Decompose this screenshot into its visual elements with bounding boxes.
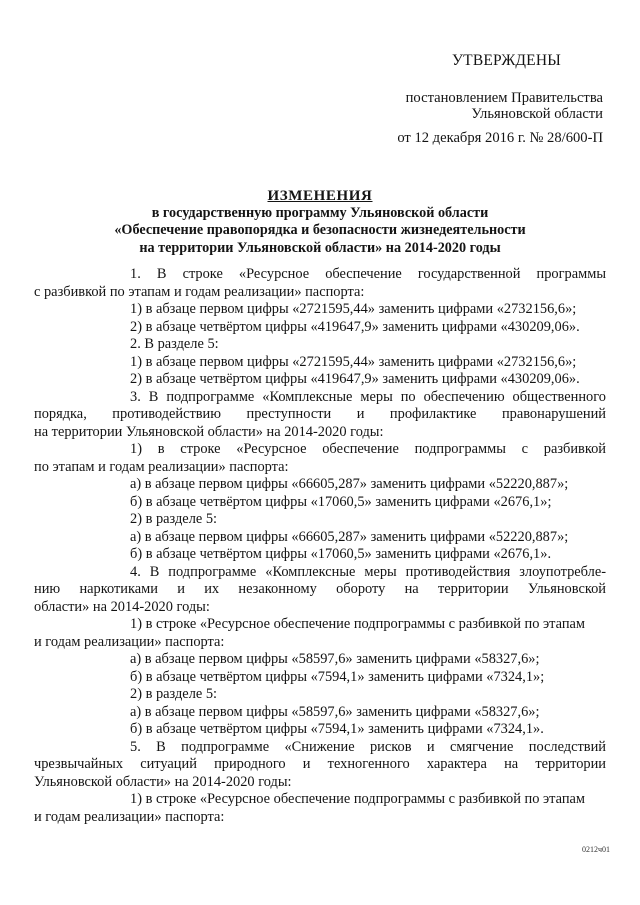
decree-line-1: постановлением Правительства: [405, 90, 603, 106]
paragraph-line: б) в абзаце четвёртом цифры «7594,1» заменить цифрами «7324,1»;: [130, 668, 545, 685]
paragraph-line: а) в абзаце первом цифры «66605,287» заменить цифрами «52220,887»;: [130, 528, 569, 545]
paragraph-line: 1) в строке «Ресурсное обеспечение подпрограммы с разбивкой по этапам: [130, 791, 586, 807]
paragraph-line: б) в абзаце четвёртом цифры «17060,5» заменить цифрами «2676,1».: [130, 546, 552, 562]
paragraph-line: 3. В подпрограмме «Комплексные меры по обеспечению общественного: [130, 388, 606, 405]
paragraph-line: 4. В подпрограмме «Комплексные меры противодействия злоупотребле-: [130, 563, 606, 580]
paragraph-line: а) в абзаце первом цифры «66605,287» заменить цифрами «52220,887»;: [130, 476, 569, 492]
paragraph-line: 2) в разделе 5:: [130, 686, 218, 702]
paragraph-line: 1) в строке «Ресурсное обеспечение подпрограммы с разбивкой по этапам: [130, 616, 586, 632]
paragraph-line: 2) в абзаце четвёртом цифры «419647,9» заменить цифрами «430209,06».: [130, 371, 580, 387]
paragraph-line: б) в абзаце четвёртом цифры «7594,1» заменить цифрами «7324,1».: [130, 721, 544, 737]
paragraph-line: с разбивкой по этапам и годам реализации» паспорта:: [34, 283, 365, 300]
document-subtitle-1: в государственную программу Ульяновской области: [151, 205, 489, 221]
document-subtitle-2: «Обеспечение правопорядка и безопасности жизнедеятельности: [114, 222, 526, 238]
paragraph-line: области» на 2014-2020 годы:: [34, 598, 210, 615]
paragraph-line: б) в абзаце четвёртом цифры «17060,5» заменить цифрами «2676,1»;: [130, 493, 552, 510]
paragraph-line: нию наркотиками и их незаконному обороту на территории Ульяновской: [34, 581, 606, 597]
paragraph-line: и годам реализации» паспорта:: [34, 808, 225, 825]
decree-date-number: от 12 декабря 2016 г. № 28/600-П: [397, 130, 603, 146]
paragraph-line: 1) в абзаце первом цифры «2721595,44» заменить цифрами «2732156,6»;: [130, 353, 577, 370]
paragraph-line: и годам реализации» паспорта:: [34, 633, 225, 650]
document-body: [34, 266, 606, 826]
paragraph-line: 2. В разделе 5:: [130, 336, 219, 352]
paragraph-line: на территории Ульяновской области» на 2014-2020 годы:: [34, 423, 384, 440]
approved-stamp: УТВЕРЖДЕНЫ: [452, 52, 561, 69]
paragraph-line: 2) в разделе 5:: [130, 511, 218, 527]
paragraph-line: 5. В подпрограмме «Снижение рисков и смягчение последствий: [130, 738, 606, 755]
paragraph-line: а) в абзаце первом цифры «58597,6» заменить цифрами «58327,6»;: [130, 651, 540, 667]
paragraph-line: а) в абзаце первом цифры «58597,6» заменить цифрами «58327,6»;: [130, 703, 540, 720]
decree-line-2: Ульяновской области: [471, 106, 603, 122]
paragraph-line: 1. В строке «Ресурсное обеспечение государственной программы: [130, 266, 606, 282]
document-code: 0212ч01: [582, 845, 611, 854]
paragraph-line: чрезвычайных ситуаций природного и техногенного характера на территории: [34, 756, 606, 772]
paragraph-line: Ульяновской области» на 2014-2020 годы:: [34, 773, 292, 790]
document-title: ИЗМЕНЕНИЯ: [267, 188, 373, 204]
paragraph-line: по этапам и годам реализации» паспорта:: [34, 458, 289, 475]
paragraph-line: порядка, противодействию преступности и профилактике правонарушений: [34, 406, 606, 422]
paragraph-line: 1) в абзаце первом цифры «2721595,44» заменить цифрами «2732156,6»;: [130, 301, 577, 317]
paragraph-line: 1) в строке «Ресурсное обеспечение подпрограммы с разбивкой: [130, 441, 606, 457]
document-subtitle-3: на территории Ульяновской области» на 2014-2020 годы: [139, 240, 501, 256]
paragraph-line: 2) в абзаце четвёртом цифры «419647,9» заменить цифрами «430209,06».: [130, 318, 580, 335]
